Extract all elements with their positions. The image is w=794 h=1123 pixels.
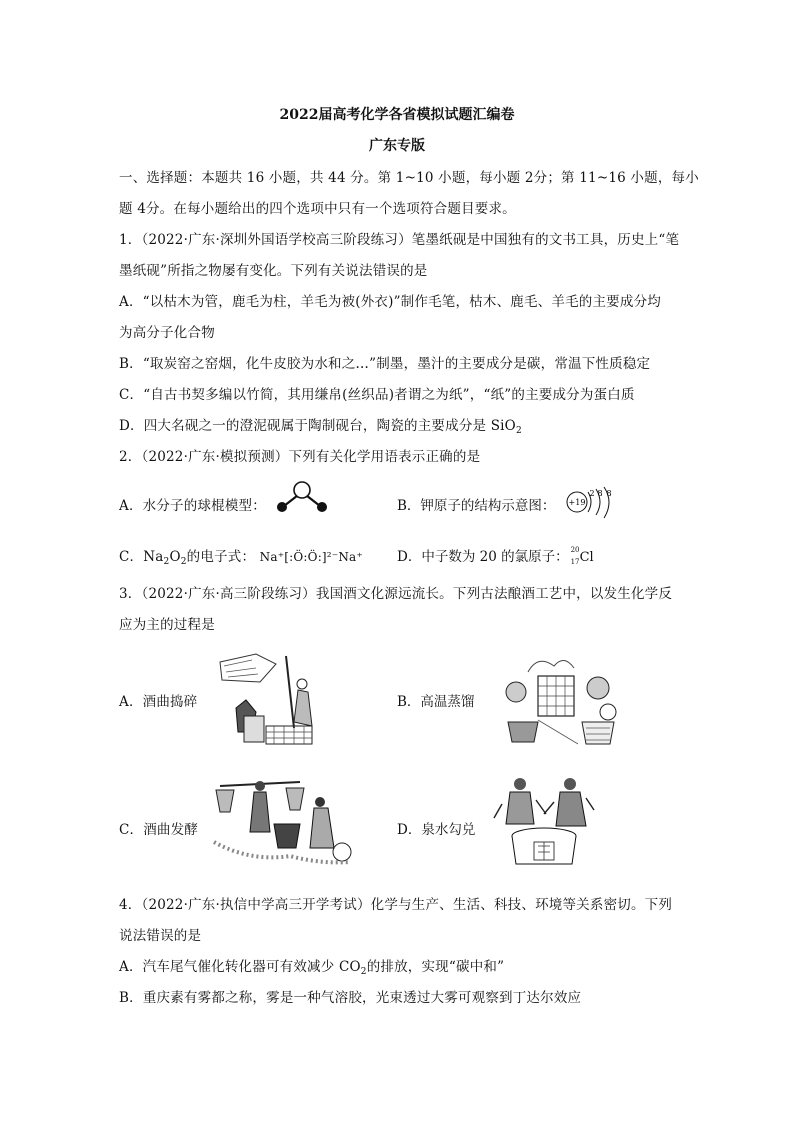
section-instructions-2: 题 4分。在每小题给出的四个选项中只有一个选项符合题目要求。 [119, 201, 516, 217]
shell-2-electrons: 8 [597, 489, 603, 498]
water-ball-stick-model [272, 480, 332, 514]
q4-option-a [119, 955, 504, 977]
q4-option-a-pre: A．汽车尾气催化转化器可有效减少 CO [119, 959, 361, 975]
atomic-number: 17 [570, 557, 580, 566]
q2-option-b: B．钾原子的结构示意图： [397, 498, 556, 514]
q3-option-b: B．高温蒸馏 [397, 694, 475, 710]
q3-stem-2: 应为主的过程是 [119, 617, 215, 633]
chlorine-notation [569, 545, 597, 566]
fermentation-illustration [210, 772, 354, 868]
hydrogen-atom [317, 502, 327, 512]
q1-stem-1: 1．（2022·广东·深圳外国语学校高三阶段练习）笔墨纸砚是中国独有的文书工具，历史上“笔 [119, 232, 680, 248]
q1-option-c: C．“自古书契多编以竹简，其用缣帛(丝织品)者谓之为纸”，“纸”的主要成分为蛋白质 [119, 387, 635, 403]
electron-formula: Na⁺[:Ö:Ö:]²⁻Na⁺ [259, 550, 363, 564]
q4-stem-1: 4．（2022·广东·执信中学高三开学考试）化学与生产、生活、科技、环境等关系密切。下列 [119, 897, 673, 913]
shell-3-electrons: 8 [606, 489, 612, 498]
q2-option-c-label: C．Na [119, 549, 164, 565]
doc-subtitle: 广东专版 [369, 138, 425, 154]
section-instructions-1: 一、选择题：本题共 16 小题，共 44 分。第 1~10 小题，每小题 2分；第 11~16 小题，每小 [119, 170, 699, 186]
q4-option-b: B．重庆素有雾都之称，雾是一种气溶胶，光束透过大雾可观察到丁达尔效应 [119, 990, 582, 1006]
oxygen-atom [294, 482, 310, 498]
hydrogen-atom [277, 502, 287, 512]
q4-option-a-sub: 2 [360, 967, 367, 977]
doc-title: 2022届高考化学各省模拟试题汇编卷 [279, 107, 515, 123]
grinding-illustration [216, 652, 320, 748]
element-symbol: Cl [579, 549, 594, 565]
q2-c-sub: 2 [163, 557, 170, 567]
q4-stem-2: 说法错误的是 [119, 928, 202, 944]
q1-option-a-1: A．“以枯木为管，鹿毛为柱，羊毛为被(外衣)”制作毛笔，枯木、鹿毛、羊毛的主要成分均 [119, 294, 661, 310]
q3-option-c: C．酒曲发酵 [119, 822, 199, 838]
q2-c-mid: O [169, 549, 181, 565]
q3-option-d: D．泉水勾兑 [397, 822, 476, 838]
shell-1-electrons: 2 [589, 489, 595, 498]
mass-number: 20 [570, 545, 580, 554]
q1-option-d-sub: 2 [515, 426, 522, 436]
blending-illustration [492, 774, 596, 870]
q1-option-d-text: D．四大名砚之一的澄泥砚属于陶制砚台，陶瓷的主要成分是 SiO [119, 418, 516, 434]
q4-option-a-post: 的排放，实现“碳中和” [366, 959, 505, 975]
nucleus-charge: +19 [568, 498, 586, 507]
q2-stem: 2．（2022·广东·模拟预测）下列有关化学用语表示正确的是 [119, 449, 481, 465]
potassium-atom-diagram [562, 484, 624, 524]
q3-stem-1: 3．（2022·广东·高三阶段练习）我国酒文化源远流长。下列古法酿酒工艺中，以发生化学反 [119, 586, 673, 602]
q2-c-sub: 2 [180, 557, 187, 567]
q2-option-d [397, 545, 597, 566]
q1-option-b: B．“取炭窑之窑烟，化牛皮胶为水和之…”制墨，墨汁的主要成分是碳，常温下性质稳定 [119, 356, 651, 372]
distillation-illustration [498, 652, 624, 748]
q1-option-a-2: 为高分子化合物 [119, 325, 215, 341]
q1-option-d [119, 414, 522, 436]
q1-stem-2: 墨纸砚”所指之物屡有变化。下列有关说法错误的是 [119, 263, 428, 279]
q2-option-d-text: D．中子数为 20 的氯原子： [397, 549, 569, 565]
q3-option-a: A．酒曲捣碎 [119, 694, 198, 710]
q2-option-c [119, 545, 363, 567]
q2-option-a: A．水分子的球棍模型： [119, 498, 266, 514]
q2-c-rest: 的电子式： [186, 549, 256, 565]
